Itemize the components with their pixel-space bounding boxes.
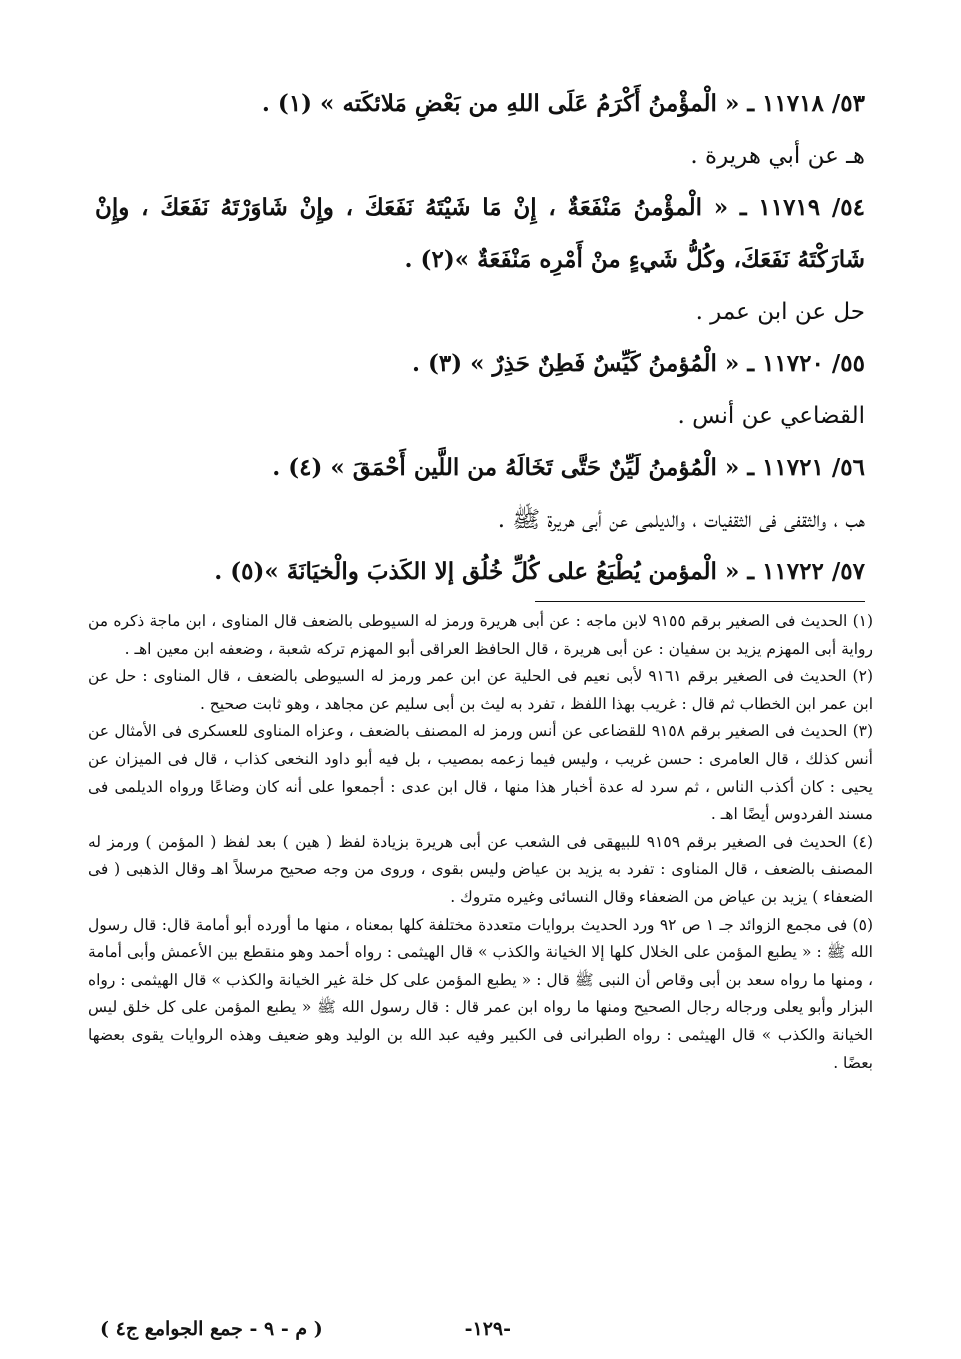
hadith-54-line-1: ٥٤/ ١١٧١٩ ـ « الْمؤْمنُ مَنْفَعَةٌ ، إِنْ مَا شَيْتَهُ نَفَعَكَ ، وإِنْ شَاوَرْتَهُ نَفَعَكَ ، وإِنْ xyxy=(95,194,866,221)
footnote-1: (١) الحديث فى الصغير برقم ٩١٥٥ لابن ماجه : عن أبى هريرة ورمز له السيوطى بالضعف قال المناوى ، ابن ماجة ذكره من رواية أبى المهزم يزيد بن سفيان : عن أبى هريرة ، قال الحافظ العراقى أبو المهزم تركه شعبة ، وضعفه ابن معين اهـ . xyxy=(88,612,874,658)
hadith-57: ٥٧/ ١١٧٢٢ ـ « الْمؤمن يُطْبَعُ على كُلِّ خُلُق إلا الكَذبَ والْخيَانَةَ »(٥) . xyxy=(214,558,865,585)
footnote-divider xyxy=(535,601,865,602)
footnote-5: (٥) فى مجمع الزوائد جـ ١ ص ٩٢ ورد الحديث بروايات متعددة مختلفة كلها بمعناه ، منها ما أورده أبو أمامة قال: قال رسول الله ﷺ : « يطبع المؤمن على الخلال كلها إلا الخيانة والكذب » قال الهيثمى : رواه أحمد وهو منقطع بين الأعمش وأبى أمامة ، ومنها ما رواه سعد بن أبى وقاص أن النبى ﷺ قال : « يطبع المؤمن على كل خلة غير الخيانة والكذب » قال الهيثمى : رواه البزار وأبو يعلى ورجاله رجال الصحيح ومنها ما رواه ابن عمر قال : قال رسول الله ﷺ « يطبع المؤمن على كل خلق ليس الخيانة والكذب » قال الهيثمى : رواه الطبرانى فى الكبير وفيه عبد الله بن الوليد وهو ضعيف وهذه الروايات يقوى بعضها بعضًا . xyxy=(88,915,873,1072)
hadith-54-line-2: شَارَكْتَهُ نَفَعَكَ، وكُلُّ شَيءٍ منْ أَمْرِه مَنْفَعَةٌ »(٢) . xyxy=(404,246,865,273)
source-54: حل عن ابن عمر . xyxy=(695,299,865,325)
hadith-55: ٥٥/ ١١٧٢٠ ـ « الْمُؤمنُ كَيِّسٌ فَطِنٌ حَذِرٌ » (٣) . xyxy=(411,350,865,377)
hadith-section xyxy=(95,78,865,598)
book-signature: ( م - ٩ - جمع الجوامع ج٤ ) xyxy=(100,1318,323,1340)
footnote-2: (٢) الحديث فى الصغير برقم ٩١٦١ لأبى نعيم فى الحلية عن ابن عمر ورمز له السيوطى بالضعف ، قال المناوى : حل عن ابن عمر ابن الخطاب ثم قال : غريب بهذا اللفظ ، تفرد به ليث بن أبى سليم عن مجاهد ، وهو ثابت صحيح . xyxy=(88,667,873,713)
source-56: هب ، والثقفى فى الثقفيات ، والديلمى عن أبى هريرة ﷺ . xyxy=(497,507,865,533)
footnote-4: (٤) الحديث فى الصغير برقم ٩١٥٩ للبيهقى فى الشعب عن أبى هريرة بزيادة لفظ ( هين ) بعد لفظ ( المؤمن ) ورمز له المصنف بالضعف ، قال المناوى : تفرد به يزيد بن عياض وليس بقوى ، وروى من وجه صحيح مرسلاً اهـ وقال الذهبى ( فى الضعفاء ) يزيد بن عياض من الضعفاء وقال النسائى وغيره متروك . xyxy=(88,832,873,906)
source-53: هـ عن أبي هريرة . xyxy=(690,143,865,169)
page-footer xyxy=(100,1318,861,1352)
page-number: -١٢٩- xyxy=(464,1318,511,1340)
hadith-53: ٥٣/ ١١٧١٨ ـ « الْمؤْمنُ أَكْرَمُ عَلَى اللهِ من بَعْضِ مَلائكَته » (١) . xyxy=(261,90,865,117)
footnotes xyxy=(88,608,873,1077)
source-55: القضاعي عن أنس . xyxy=(677,403,865,429)
footnote-3: (٣) الحديث فى الصغير برقم ٩١٥٨ للقضاعى عن أنس ورمز له المصنف بالضعف ، وعزاه المناوى للعسكرى فى الأمثال عن أنس كذلك ، قال العامرى : حسن غريب ، وليس فيما زعمه بمصيب ، بل فيه أبو داود النخعى كذاب ، قال فى الميزان عن يحيى : كان أكذب الناس ، ثم سرد له عدة أخبار هذا منها ، قال ابن عدى : أجمعوا على أنه كان وضاعًا ورواه الديلمى فى مسند الفردوس أيضًا اهـ . xyxy=(88,722,874,824)
hadith-56: ٥٦/ ١١٧٢١ ـ « الْمُؤمنُ لَيِّنٌ حَتَّى تَخَالَهُ من اللَّين أَحْمَقَ » (٤) . xyxy=(272,454,865,481)
